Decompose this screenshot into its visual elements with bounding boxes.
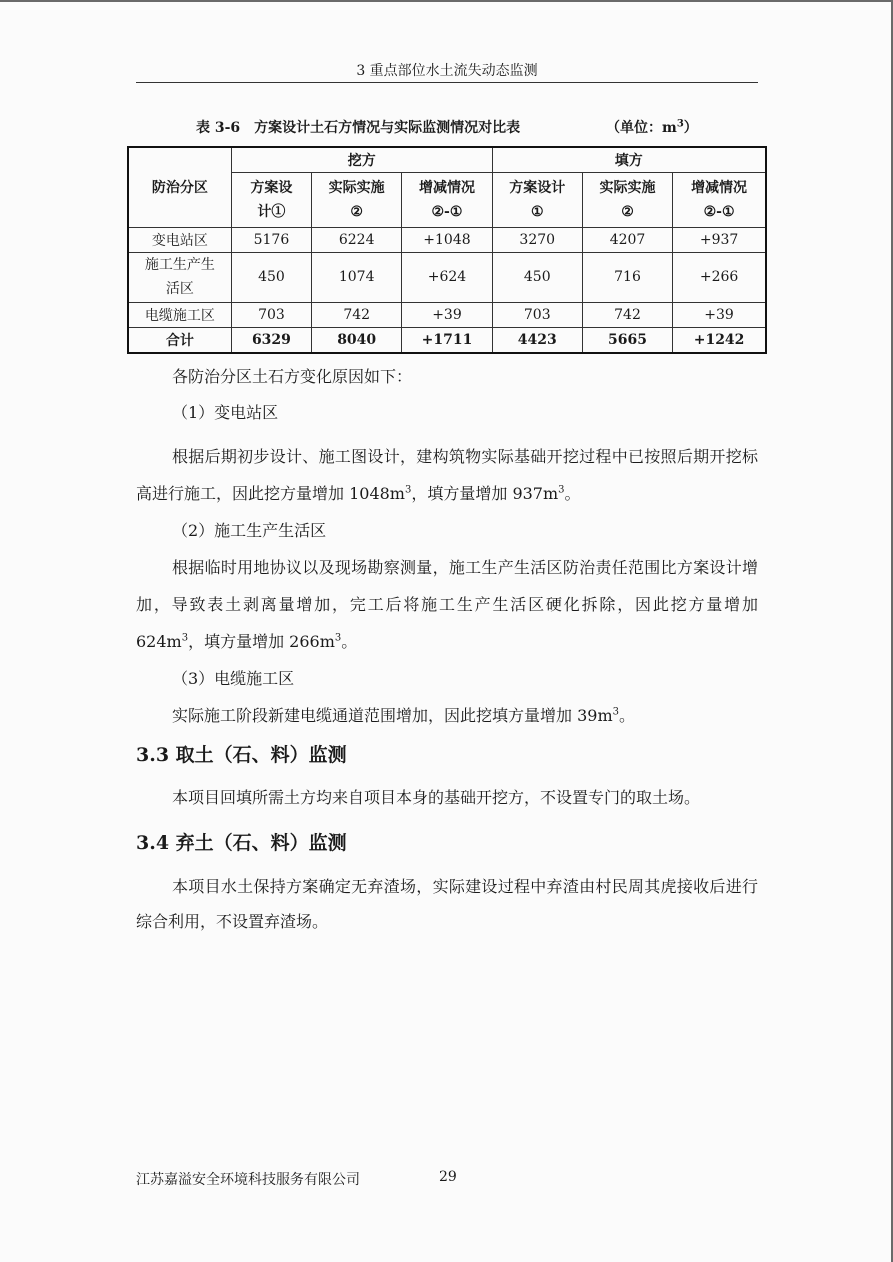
body-section-34 xyxy=(136,869,758,939)
value-cell: 8040 xyxy=(312,327,402,353)
table-row xyxy=(128,227,766,252)
footer-company: 江苏嘉溢安全环境科技服务有限公司 xyxy=(136,1172,360,1188)
value-cell: 450 xyxy=(492,252,582,302)
sub-header-cell: 方案设计 ① xyxy=(492,172,582,227)
value-cell: 5176 xyxy=(231,227,311,252)
paragraph-3-4: 本项目水土保持方案确定无弃渣场，实际建设过程中弃渣由村民周其虎接收后进行综合利用，不设置弃渣场。 xyxy=(136,877,758,931)
page-number: 29 xyxy=(439,1169,457,1185)
value-cell: +1242 xyxy=(673,327,766,353)
table-caption xyxy=(196,117,698,137)
value-cell: 4207 xyxy=(582,227,672,252)
value-cell: +1048 xyxy=(402,227,492,252)
value-cell: +1711 xyxy=(402,327,492,353)
table-group-header-row xyxy=(128,147,766,172)
zone-cell: 电缆施工区 xyxy=(128,302,231,327)
value-cell: 6329 xyxy=(231,327,311,353)
section-heading-3-3: 3.3 取土（石、料）监测 xyxy=(136,744,347,766)
table-row xyxy=(128,302,766,327)
value-cell: +624 xyxy=(402,252,492,302)
sub-header-cell: 方案设 计① xyxy=(231,172,311,227)
comparison-table xyxy=(127,146,767,354)
sub-header-cell: 实际实施 ② xyxy=(312,172,402,227)
subsection-title-cable-construction: （3）电缆施工区 xyxy=(172,669,295,688)
sub-header-cell: 增减情况 ②-① xyxy=(402,172,492,227)
paragraph-3-3: 本项目回填所需土方均来自项目本身的基础开挖方，不设置专门的取土场。 xyxy=(172,788,701,807)
page-border-top xyxy=(0,0,893,2)
value-cell: +39 xyxy=(673,302,766,327)
running-header: 3 重点部位水土流失动态监测 xyxy=(356,63,538,79)
subsection-title-substation: （1）变电站区 xyxy=(172,403,279,422)
sub-header-cell: 实际实施 ② xyxy=(582,172,672,227)
body-section-33 xyxy=(136,786,758,810)
value-cell: 6224 xyxy=(312,227,402,252)
value-cell: 1074 xyxy=(312,252,402,302)
value-cell: 703 xyxy=(231,302,311,327)
zone-cell: 施工生产生 活区 xyxy=(128,252,231,302)
subsection-title-construction-camp: （2）施工生产生活区 xyxy=(172,521,327,540)
paragraph-substation: 根据后期初步设计、施工图设计，建构筑物实际基础开挖过程中已按照后期开挖标高进行施工，因此挖方量增加 $1048m^3$，填方量增加 $937m^3$。 xyxy=(136,447,758,503)
table-total-row xyxy=(128,327,766,353)
value-cell: +266 xyxy=(673,252,766,302)
paragraph-intro: 各防治分区土石方变化原因如下： xyxy=(172,367,413,386)
zone-cell: 变电站区 xyxy=(128,227,231,252)
group-header-fill: 填方 xyxy=(492,147,766,172)
table-unit: （单位：$m^3$） xyxy=(606,118,698,136)
sub-header-cell: 增减情况 ②-① xyxy=(673,172,766,227)
group-header-excavation: 挖方 xyxy=(231,147,492,172)
table-row xyxy=(128,252,766,302)
zone-cell: 合计 xyxy=(128,327,231,353)
paragraph-cable-construction: 实际施工阶段新建电缆通道范围增加，因此挖填方量增加 $39m^3$。 xyxy=(172,706,636,725)
value-cell: 3270 xyxy=(492,227,582,252)
section-heading-3-4: 3.4 弃土（石、料）监测 xyxy=(136,832,347,854)
value-cell: 742 xyxy=(582,302,672,327)
value-cell: +39 xyxy=(402,302,492,327)
value-cell: 716 xyxy=(582,252,672,302)
value-cell: 703 xyxy=(492,302,582,327)
value-cell: 450 xyxy=(231,252,311,302)
header-rule xyxy=(136,82,758,83)
table-caption-title: 表 3-6 方案设计土石方情况与实际监测情况对比表 xyxy=(196,120,521,136)
paragraph-construction-camp: 根据临时用地协议以及现场勘察测量，施工生产生活区防治责任范围比方案设计增加，导致表土剥离量增加，完工后将施工生产生活区硬化拆除，因此挖方量增加 $624m^3$，填方量增加 $266m^3$。 xyxy=(136,558,758,651)
value-cell: 5665 xyxy=(582,327,672,353)
body-section-32 xyxy=(136,364,758,734)
zone-header-cell: 防治分区 xyxy=(128,147,231,227)
value-cell: 4423 xyxy=(492,327,582,353)
value-cell: +937 xyxy=(673,227,766,252)
value-cell: 742 xyxy=(312,302,402,327)
